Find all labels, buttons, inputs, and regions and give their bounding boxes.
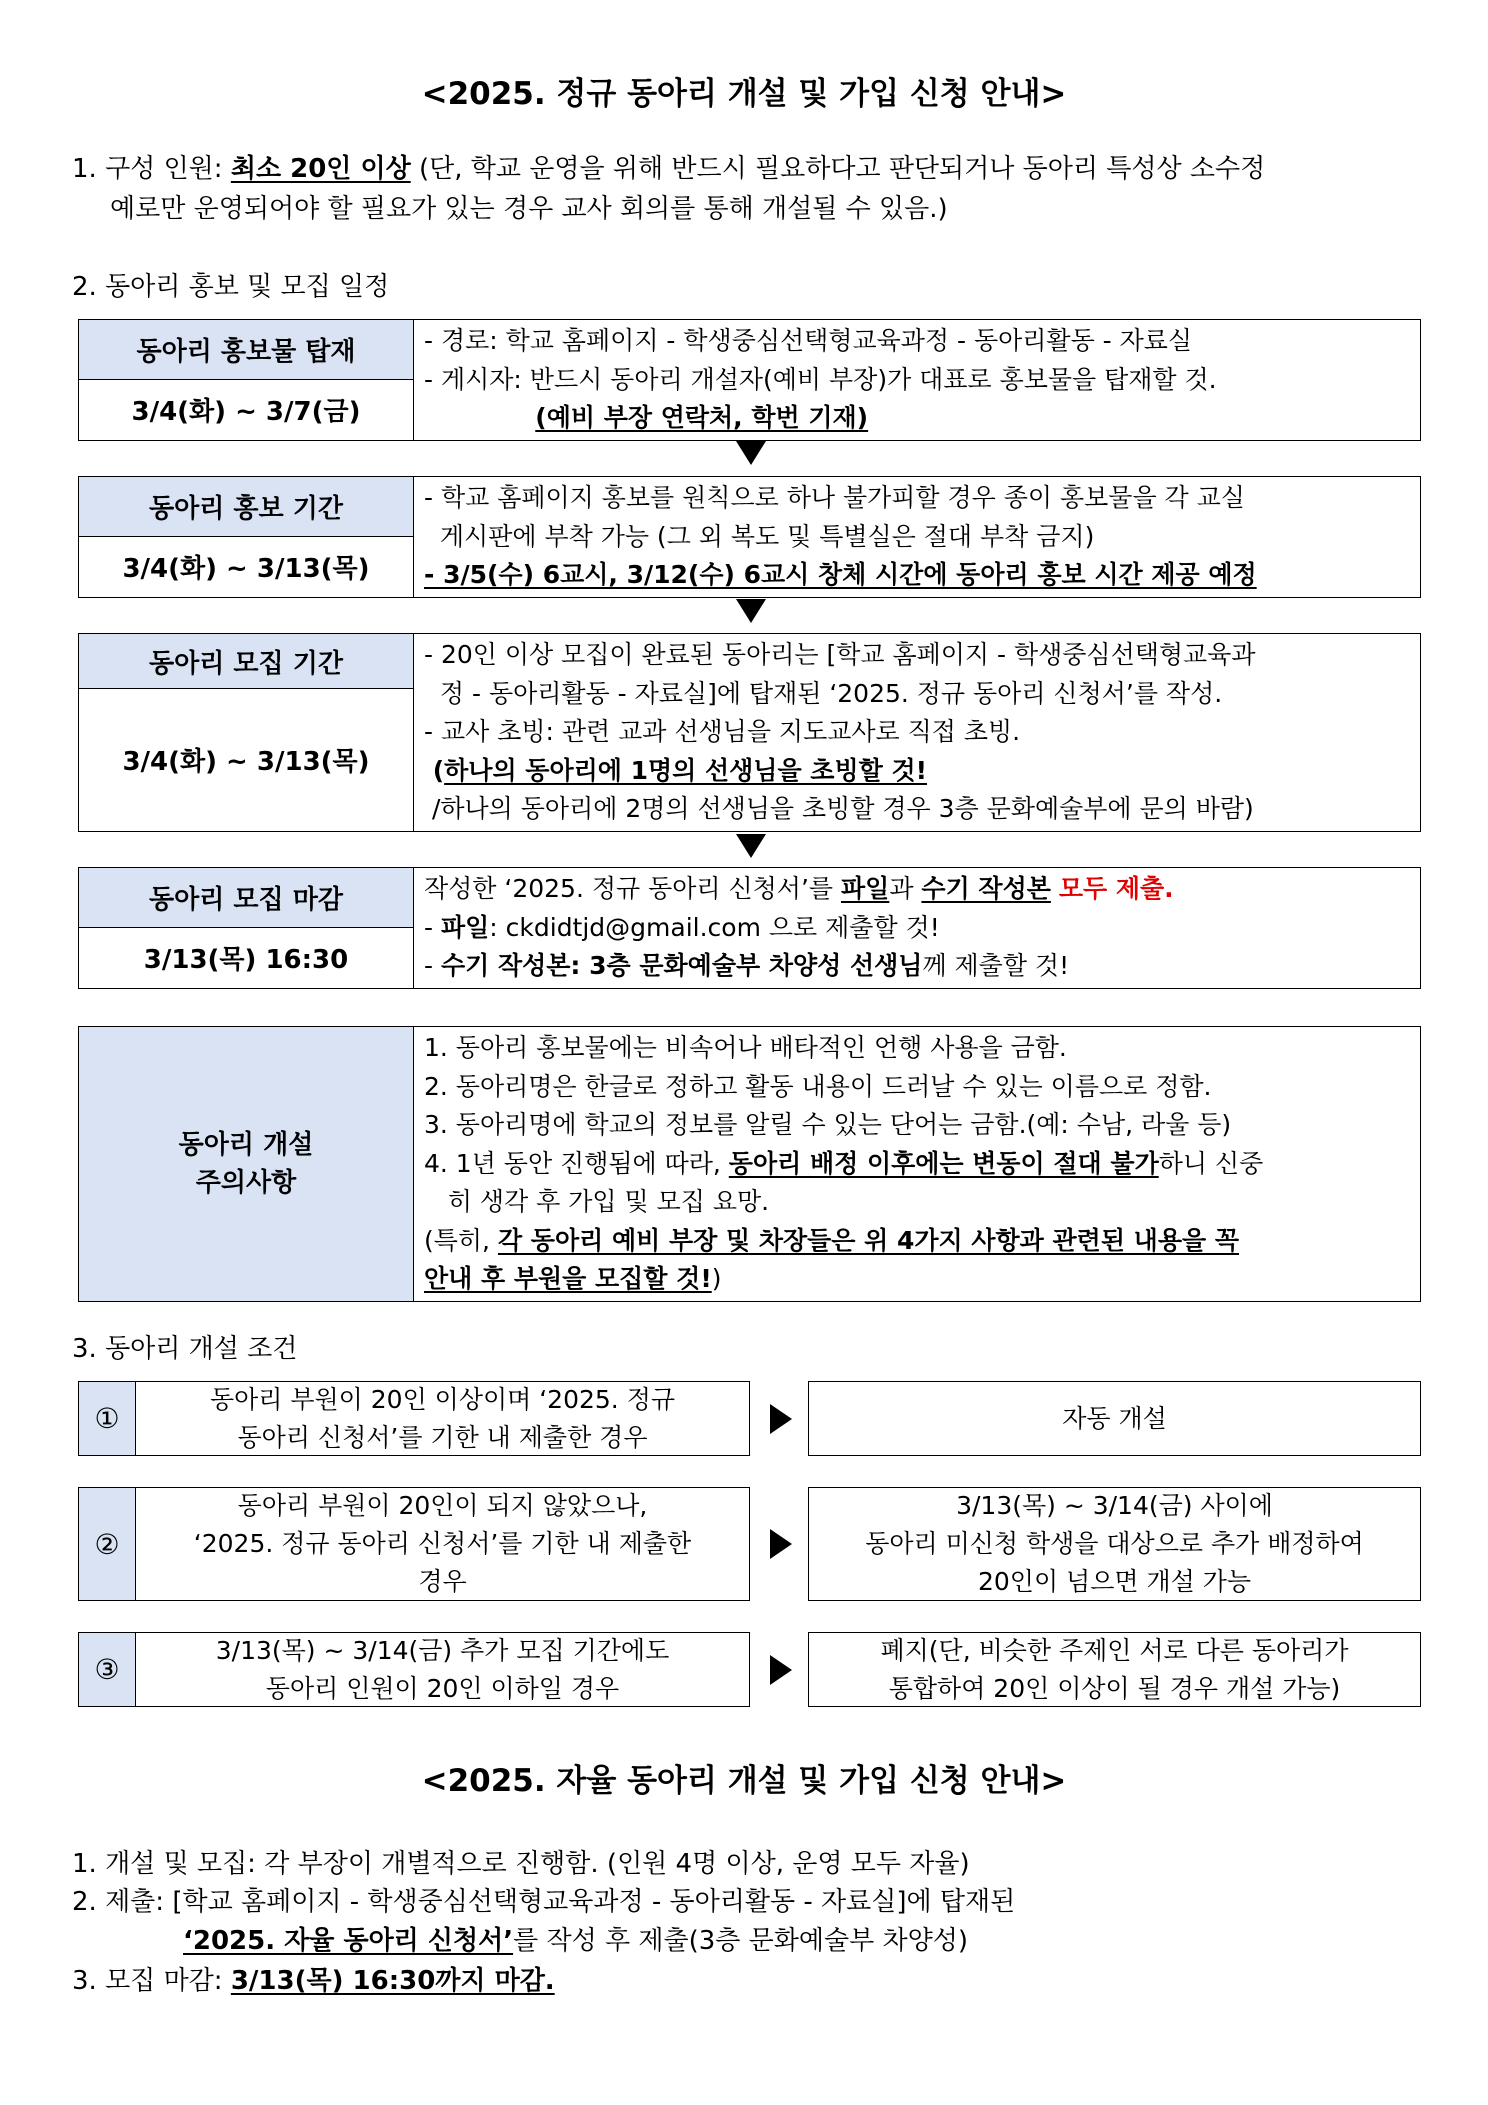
text-segment: 안내 후 부원을 모집할 것! (424, 1264, 712, 1293)
text-segment: 수기 작성본: 3층 문화예술부 차양성 선생님 (440, 951, 923, 980)
text-line: 경우 (418, 1567, 467, 1596)
description-line (424, 947, 1410, 986)
text-line: 통합하여 20인 이상이 될 경우 개설 가능) (888, 1673, 1341, 1703)
condition-row-2 (78, 1487, 750, 1601)
text-line: 동아리 인원이 20인 이하일 경우 (265, 1673, 620, 1703)
text-segment: - 교사 초빙: 관련 교과 선생님을 지도교사로 직접 초빙. (424, 717, 1021, 746)
text-segment: : ckdidtjd@gmail.com 으로 제출할 것! (489, 912, 940, 942)
section2-heading: 2. 동아리 홍보 및 모집 일정 (72, 272, 390, 302)
text-segment: 작성한 ‘2025. 정규 동아리 신청서’를 (424, 874, 841, 903)
autonomous-line-2 (72, 1883, 1015, 1921)
text-segment: 수기 작성본 (921, 874, 1051, 903)
down-arrow-icon (736, 599, 766, 623)
text-segment: ‘2025. 자율 동아리 신청서’ (183, 1926, 514, 1956)
step-date: 3/4(화) ~ 3/13(목) (79, 537, 414, 597)
step-description (414, 320, 1421, 441)
description-line (424, 322, 1410, 361)
text-segment: 정 - 동아리활동 - 자료실]에 탑재된 ‘2025. 정규 동아리 신청서’를 작성. (424, 678, 1223, 708)
step-date: 3/4(화) ~ 3/7(금) (79, 380, 414, 440)
caution-label (79, 1027, 414, 1302)
description-line (424, 752, 1410, 791)
page-title: <2025. 정규 동아리 개설 및 가입 신청 안내> (421, 76, 1067, 112)
text-segment: 1. 구성 인원: (72, 154, 231, 184)
condition-result-1 (808, 1381, 1421, 1456)
page-title-autonomous: <2025. 자율 동아리 개설 및 가입 신청 안내> (421, 1763, 1067, 1799)
step-description (414, 634, 1421, 832)
condition-text (136, 1488, 749, 1600)
right-arrow-icon (770, 1404, 792, 1434)
condition-row-1 (78, 1381, 750, 1456)
caution-label-line: 주의사항 (195, 1167, 297, 1198)
section1-line1 (72, 150, 1265, 188)
condition-result-3 (808, 1632, 1421, 1707)
text-line: 폐지(단, 비슷한 주제인 서로 다른 동아리가 (880, 1635, 1349, 1665)
condition-text (136, 1633, 749, 1706)
description-line (424, 361, 1410, 400)
text-segment: 파일 (440, 912, 490, 942)
step-label: 동아리 홍보물 탑재 (79, 320, 414, 380)
schedule-step-upload (78, 319, 1421, 441)
text-segment: - 3/5(수) 6교시, 3/12(수) 6교시 창체 시간에 동아리 홍보 시간 제공 예정 (424, 560, 1257, 589)
autonomous-line-4 (72, 1962, 555, 2000)
text-line: 동아리 부원이 20인이 되지 않았으나, (237, 1491, 648, 1520)
section3-heading: 3. 동아리 개설 조건 (72, 1334, 298, 1364)
text-line: 3/13(목) ~ 3/14(금) 사이에 (956, 1491, 1273, 1520)
condition-text (136, 1382, 749, 1455)
text-segment: 각 동아리 예비 부장 및 차장들은 위 4가지 사항과 관련된 내용을 꼭 (497, 1225, 1239, 1255)
text-line: 20인이 넘으면 개설 가능 (977, 1567, 1251, 1596)
description-line (424, 556, 1410, 595)
step-date: 3/13(목) 16:30 (79, 928, 414, 988)
description-line (424, 870, 1410, 909)
text-segment: ) (711, 1264, 722, 1293)
description-line (424, 675, 1410, 714)
text-line: 자동 개설 (1062, 1403, 1167, 1433)
text-segment: (특히, (424, 1225, 498, 1255)
step-description (414, 477, 1421, 598)
text-line: 동아리 부원이 20인 이상이며 ‘2025. 정규 (209, 1384, 675, 1414)
text-segment: 게시판에 부착 가능 (그 외 복도 및 특별실은 절대 부착 금지) (424, 521, 1095, 551)
caution-box (78, 1026, 1421, 1302)
description-line (424, 1222, 1410, 1261)
description-line (424, 518, 1410, 557)
step-label: 동아리 모집 기간 (79, 634, 414, 689)
condition-row-3 (78, 1632, 750, 1707)
step-description (414, 868, 1421, 989)
schedule-step-recruit (78, 633, 1421, 832)
text-segment: 과 (889, 874, 922, 903)
text-segment: 모두 제출. (1058, 874, 1174, 903)
schedule-step-promotion (78, 476, 1421, 598)
text-segment: 파일 (841, 874, 890, 903)
text-segment (1051, 874, 1059, 903)
description-line (424, 479, 1410, 518)
text-segment: - 학교 홈페이지 홍보를 원칙으로 하나 불가피할 경우 종이 홍보물을 각 교실 (424, 483, 1245, 512)
description-line (424, 1068, 1410, 1107)
text-segment: 께 제출할 것! (922, 951, 1070, 980)
text-segment: (단, 학교 운영을 위해 반드시 필요하다고 판단되거나 동아리 특성상 소수정 (410, 154, 1266, 184)
right-arrow-icon (770, 1529, 792, 1559)
text-segment: (예비 부장 연락처, 학번 기재) (535, 403, 869, 432)
text-segment: /하나의 동아리에 2명의 선생님을 초빙할 경우 3층 문화예술부에 문의 바람) (424, 794, 1254, 823)
description-line (424, 1106, 1410, 1145)
condition-number: ③ (79, 1633, 136, 1706)
step-label: 동아리 모집 마감 (79, 868, 414, 928)
condition-result-2 (808, 1487, 1421, 1601)
down-arrow-icon (736, 834, 766, 858)
caution-label-line: 동아리 개설 (178, 1129, 314, 1160)
autonomous-line-1 (72, 1845, 970, 1883)
condition-number: ① (79, 1382, 136, 1455)
text-segment: 1. 개설 및 모집: 각 부장이 개별적으로 진행함. (인원 4명 이상, 운영 모두 자율) (72, 1849, 970, 1879)
right-arrow-icon (770, 1655, 792, 1685)
text-segment: 4. 1년 동안 진행됨에 따라, (424, 1148, 729, 1178)
description-line (424, 1260, 1410, 1299)
text-segment: - 20인 이상 모집이 완료된 동아리는 [학교 홈페이지 - 학생중심선택형교육과 (424, 640, 1256, 669)
text-segment: 2. 동아리명은 한글로 정하고 활동 내용이 드러날 수 있는 이름으로 정함. (424, 1071, 1212, 1101)
description-line (424, 713, 1410, 752)
condition-number: ② (79, 1488, 136, 1600)
text-segment: 동아리 배정 이후에는 변동이 절대 불가 (728, 1148, 1159, 1178)
step-date: 3/4(화) ~ 3/13(목) (79, 689, 414, 832)
section1-line2: 예로만 운영되어야 할 필요가 있는 경우 교사 회의를 통해 개설될 수 있음.) (110, 194, 948, 224)
text-segment: 하니 신중 (1158, 1148, 1264, 1178)
text-segment: - (424, 912, 441, 942)
step-label: 동아리 홍보 기간 (79, 477, 414, 537)
description-line (424, 1183, 1410, 1222)
text-line: ‘2025. 정규 동아리 신청서’를 기한 내 제출한 (193, 1529, 692, 1558)
text-segment: ( (424, 755, 445, 785)
autonomous-line-3 (183, 1922, 968, 1960)
text-line: 동아리 신청서’를 기한 내 제출한 경우 (237, 1422, 648, 1452)
down-arrow-icon (736, 441, 766, 465)
description-line (424, 1145, 1410, 1184)
text-segment: 3. 동아리명에 학교의 정보를 알릴 수 있는 단어는 금함.(예: 수남, 라울 등) (424, 1110, 1232, 1139)
text-segment: - 게시자: 반드시 동아리 개설자(예비 부장)가 대표로 홍보물을 탑재할 것. (424, 364, 1217, 394)
text-segment: 1. 동아리 홍보물에는 비속어나 배타적인 언행 사용을 금함. (424, 1033, 1067, 1062)
description-line (424, 636, 1410, 675)
text-segment: - (424, 951, 441, 980)
text-segment: 3. 모집 마감: (72, 1966, 231, 1996)
text-segment: 3/13(목) 16:30까지 마감. (230, 1966, 555, 1996)
text-segment: 하나의 동아리에 1명의 선생님을 초빙할 것! (444, 755, 928, 785)
description-line (424, 790, 1410, 829)
schedule-step-deadline (78, 867, 1421, 989)
text-segment: - 경로: 학교 홈페이지 - 학생중심선택형교육과정 - 동아리활동 - 자료실 (424, 326, 1193, 355)
description-line (424, 399, 1410, 438)
text-line: 동아리 미신청 학생을 대상으로 추가 배정하여 (865, 1529, 1364, 1558)
text-segment (424, 403, 535, 432)
text-segment: 2. 제출: [학교 홈페이지 - 학생중심선택형교육과정 - 동아리활동 - 자료실]에 탑재된 (72, 1887, 1016, 1917)
description-line (424, 909, 1410, 948)
text-segment: 를 작성 후 제출(3층 문화예술부 차양성) (513, 1926, 968, 1956)
description-line (424, 1029, 1410, 1068)
text-segment: 최소 20인 이상 (230, 154, 411, 184)
text-line: 3/13(목) ~ 3/14(금) 추가 모집 기간에도 (215, 1635, 670, 1665)
text-segment: 히 생각 후 가입 및 모집 요망. (424, 1187, 770, 1216)
caution-list (414, 1027, 1421, 1302)
